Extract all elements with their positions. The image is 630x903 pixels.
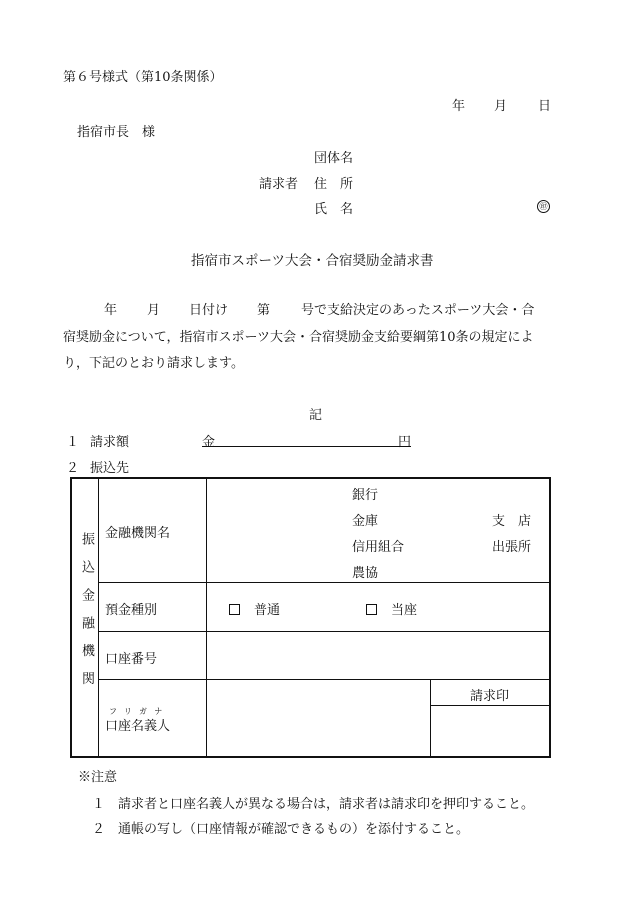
notes-heading: ※注意 [78,770,118,785]
deposit-type-label: 預金種別 [105,603,158,618]
note-2-text: 通帳の写し（口座情報が確認できるもの）を添付すること。 [118,822,470,837]
item1-label: 請求額 [90,435,130,450]
body-line2: 宿奨励金について，指宿市スポーツ大会・合宿奨励金支給要綱第10条の規定によ [63,330,534,345]
item1-number: １ [66,435,80,450]
account-number-label: 口座番号 [105,652,158,667]
account-holder-label: 口座名義人 [105,719,171,734]
ki-heading: 記 [309,408,323,423]
name-label: 氏 名 [314,202,354,217]
futsu-option[interactable] [229,599,280,618]
branch-label: 支 店 [492,514,532,529]
seal-label: 請求印 [470,689,510,704]
form-number: 第６号様式（第10条関係） [63,70,223,85]
table-divider [98,478,99,757]
table-divider [430,705,550,706]
toza-checkbox[interactable] [366,604,377,615]
document-title: 指宿市スポーツ大会・合宿奨励金請求書 [191,253,434,269]
date-month: 月 [494,99,508,114]
group-name-label: 団体名 [314,151,354,166]
table-divider [98,679,550,680]
date-day: 日 [538,99,552,114]
futsu-checkbox[interactable] [229,604,240,615]
amount-field[interactable] [202,431,411,447]
requester-label: 請求者 [259,177,299,192]
body-line3: り，下記のとおり請求します。 [63,356,244,371]
body-year: 年 [104,303,118,318]
note-1-number: １ [92,797,106,812]
body-line1-rest: 号で支給決定のあったスポーツ大会・合 [301,303,535,318]
futsu-label: 普通 [254,603,281,618]
address-label: 住 所 [314,177,354,192]
note-1-text: 請求者と口座名義人が異なる場合は，請求者は請求印を押印すること。 [118,797,535,812]
table-divider [98,582,550,583]
sub-branch-label: 出張所 [492,540,532,555]
table-divider [430,679,431,757]
body-day: 日付け [189,303,229,318]
institution-shinkin: 金庫 [352,514,379,529]
body-dai: 第 [257,303,271,318]
seal-icon: ㊞ [537,200,550,213]
table-divider [206,478,207,757]
item2-number: ２ [66,461,80,476]
body-month: 月 [147,303,161,318]
institution-label: 金融機関名 [105,526,171,541]
addressee: 指宿市長 様 [77,125,156,140]
institution-bank: 銀行 [352,488,379,503]
account-holder-field[interactable] [212,686,424,752]
table-divider [98,631,550,632]
amount-prefix: 金 [202,435,216,450]
account-number-field[interactable] [212,636,545,674]
note-2-number: ２ [92,822,106,837]
toza-option[interactable] [366,599,417,618]
toza-label: 当座 [391,603,418,618]
institution-nokyo: 農協 [352,566,379,581]
amount-unit: 円 [398,435,412,450]
furigana-label: フリガナ [109,707,170,716]
date-year: 年 [452,99,466,114]
side-label: 振込金融機関 [79,532,94,700]
institution-credit-union: 信用組合 [352,540,405,555]
item2-label: 振込先 [90,461,130,476]
seal-box[interactable] [436,711,544,752]
